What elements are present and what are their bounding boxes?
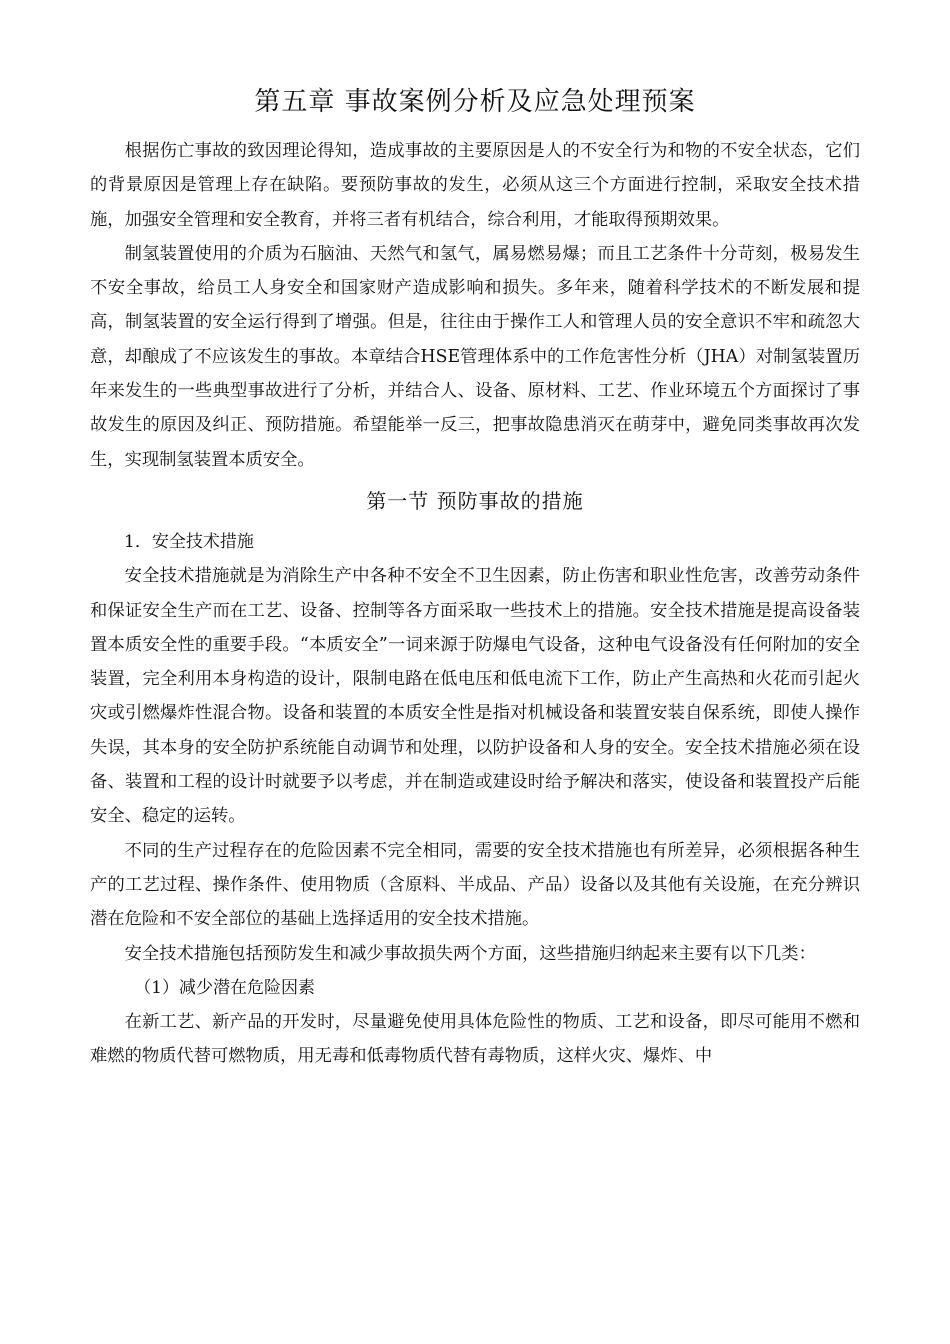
intro-paragraph-2: 制氢装置使用的介质为石脑油、天然气和氢气，属易燃易爆；而且工艺条件十分苛刻，极易发生不安全事故，给员工人身安全和国家财产造成影响和损失。多年来，随着科学技术的不断发展和提高，制氢装置的安全运行得到了增强。但是，往往由于操作工人和管理人员的安全意识不牢和疏忽大意，却酿成了不应该发生的事故。本章结合HSE管理体系中的工作危害性分析（JHA）对制氢装置历年来发生的一些典型事故进行了分析，并结合人、设备、原材料、工艺、作业环境五个方面探讨了事故发生的原因及纠正、预防措施。希望能举一反三，把事故隐患消灭在萌芽中，避免同类事故再次发生，实现制氢装置本质安全。 xyxy=(90,243,860,470)
last-paragraph: 在新工艺、新产品的开发时，尽量避免使用具体危险性的物质、工艺和设备，即尽可能用不燃和难燃的物质代替可燃物质，用无毒和低毒物质代替有毒物质，这样火灾、爆炸、中 xyxy=(90,1012,860,1067)
section-paragraph-1: 安全技术措施就是为消除生产中各种不安全不卫生因素，防止伤害和职业性危害，改善劳动条件和保证安全生产而在工艺、设备、控制等各方面采取一些技术上的措施。安全技术措施是提高设备装置本质安全性的重要手段。“本质安全”一词来源于防爆电气设备，这种电气设备没有任何附加的安全装置，完全利用本身构造的设计，限制电路在低电压和低电流下工作，防止产生高热和火花而引起火灾或引燃爆炸性混合物。设备和装置的本质安全性是指对机械设备和装置安装自保系统，即使人操作失误，其本身的安全防护系统能自动调节和处理，以防护设备和人身的安全。安全技术措施必须在设备、装置和工程的设计时就要予以考虑，并在制造或建设时给予解决和落实，使设备和装置投产后能安全、稳定的运转。 xyxy=(90,566,860,827)
section-paragraph-2: 不同的生产过程存在的危险因素不完全相同，需要的安全技术措施也有所差异，必须根据各种生产的工艺过程、操作条件、使用物质（含原料、半成品、产品）设备以及其他有关设施，在充分辨识潜在危险和不安全部位的基础上选择适用的安全技术措施。 xyxy=(90,840,860,930)
chapter-title: 第五章 事故案例分析及应急处理预案 xyxy=(254,87,696,117)
section-paragraph-3: 安全技术措施包括预防发生和减少事故损失两个方面，这些措施归纳起来主要有以下几类： xyxy=(124,943,816,964)
document-page xyxy=(90,84,860,1074)
subsection-heading-1: 1．安全技术措施 xyxy=(124,531,254,552)
subsection-heading-1-1: （1）减少潜在危险因素 xyxy=(134,977,316,998)
section-title: 第一节 预防事故的措施 xyxy=(366,488,584,513)
intro-paragraph-1: 根据伤亡事故的致因理论得知，造成事故的主要原因是人的不安全行为和物的不安全状态，它们的背景原因是管理上存在缺陷。要预防事故的发生，必须从这三个方面进行控制，采取安全技术措施，加强安全管理和安全教育，并将三者有机结合，综合利用，才能取得预期效果。 xyxy=(90,141,860,230)
